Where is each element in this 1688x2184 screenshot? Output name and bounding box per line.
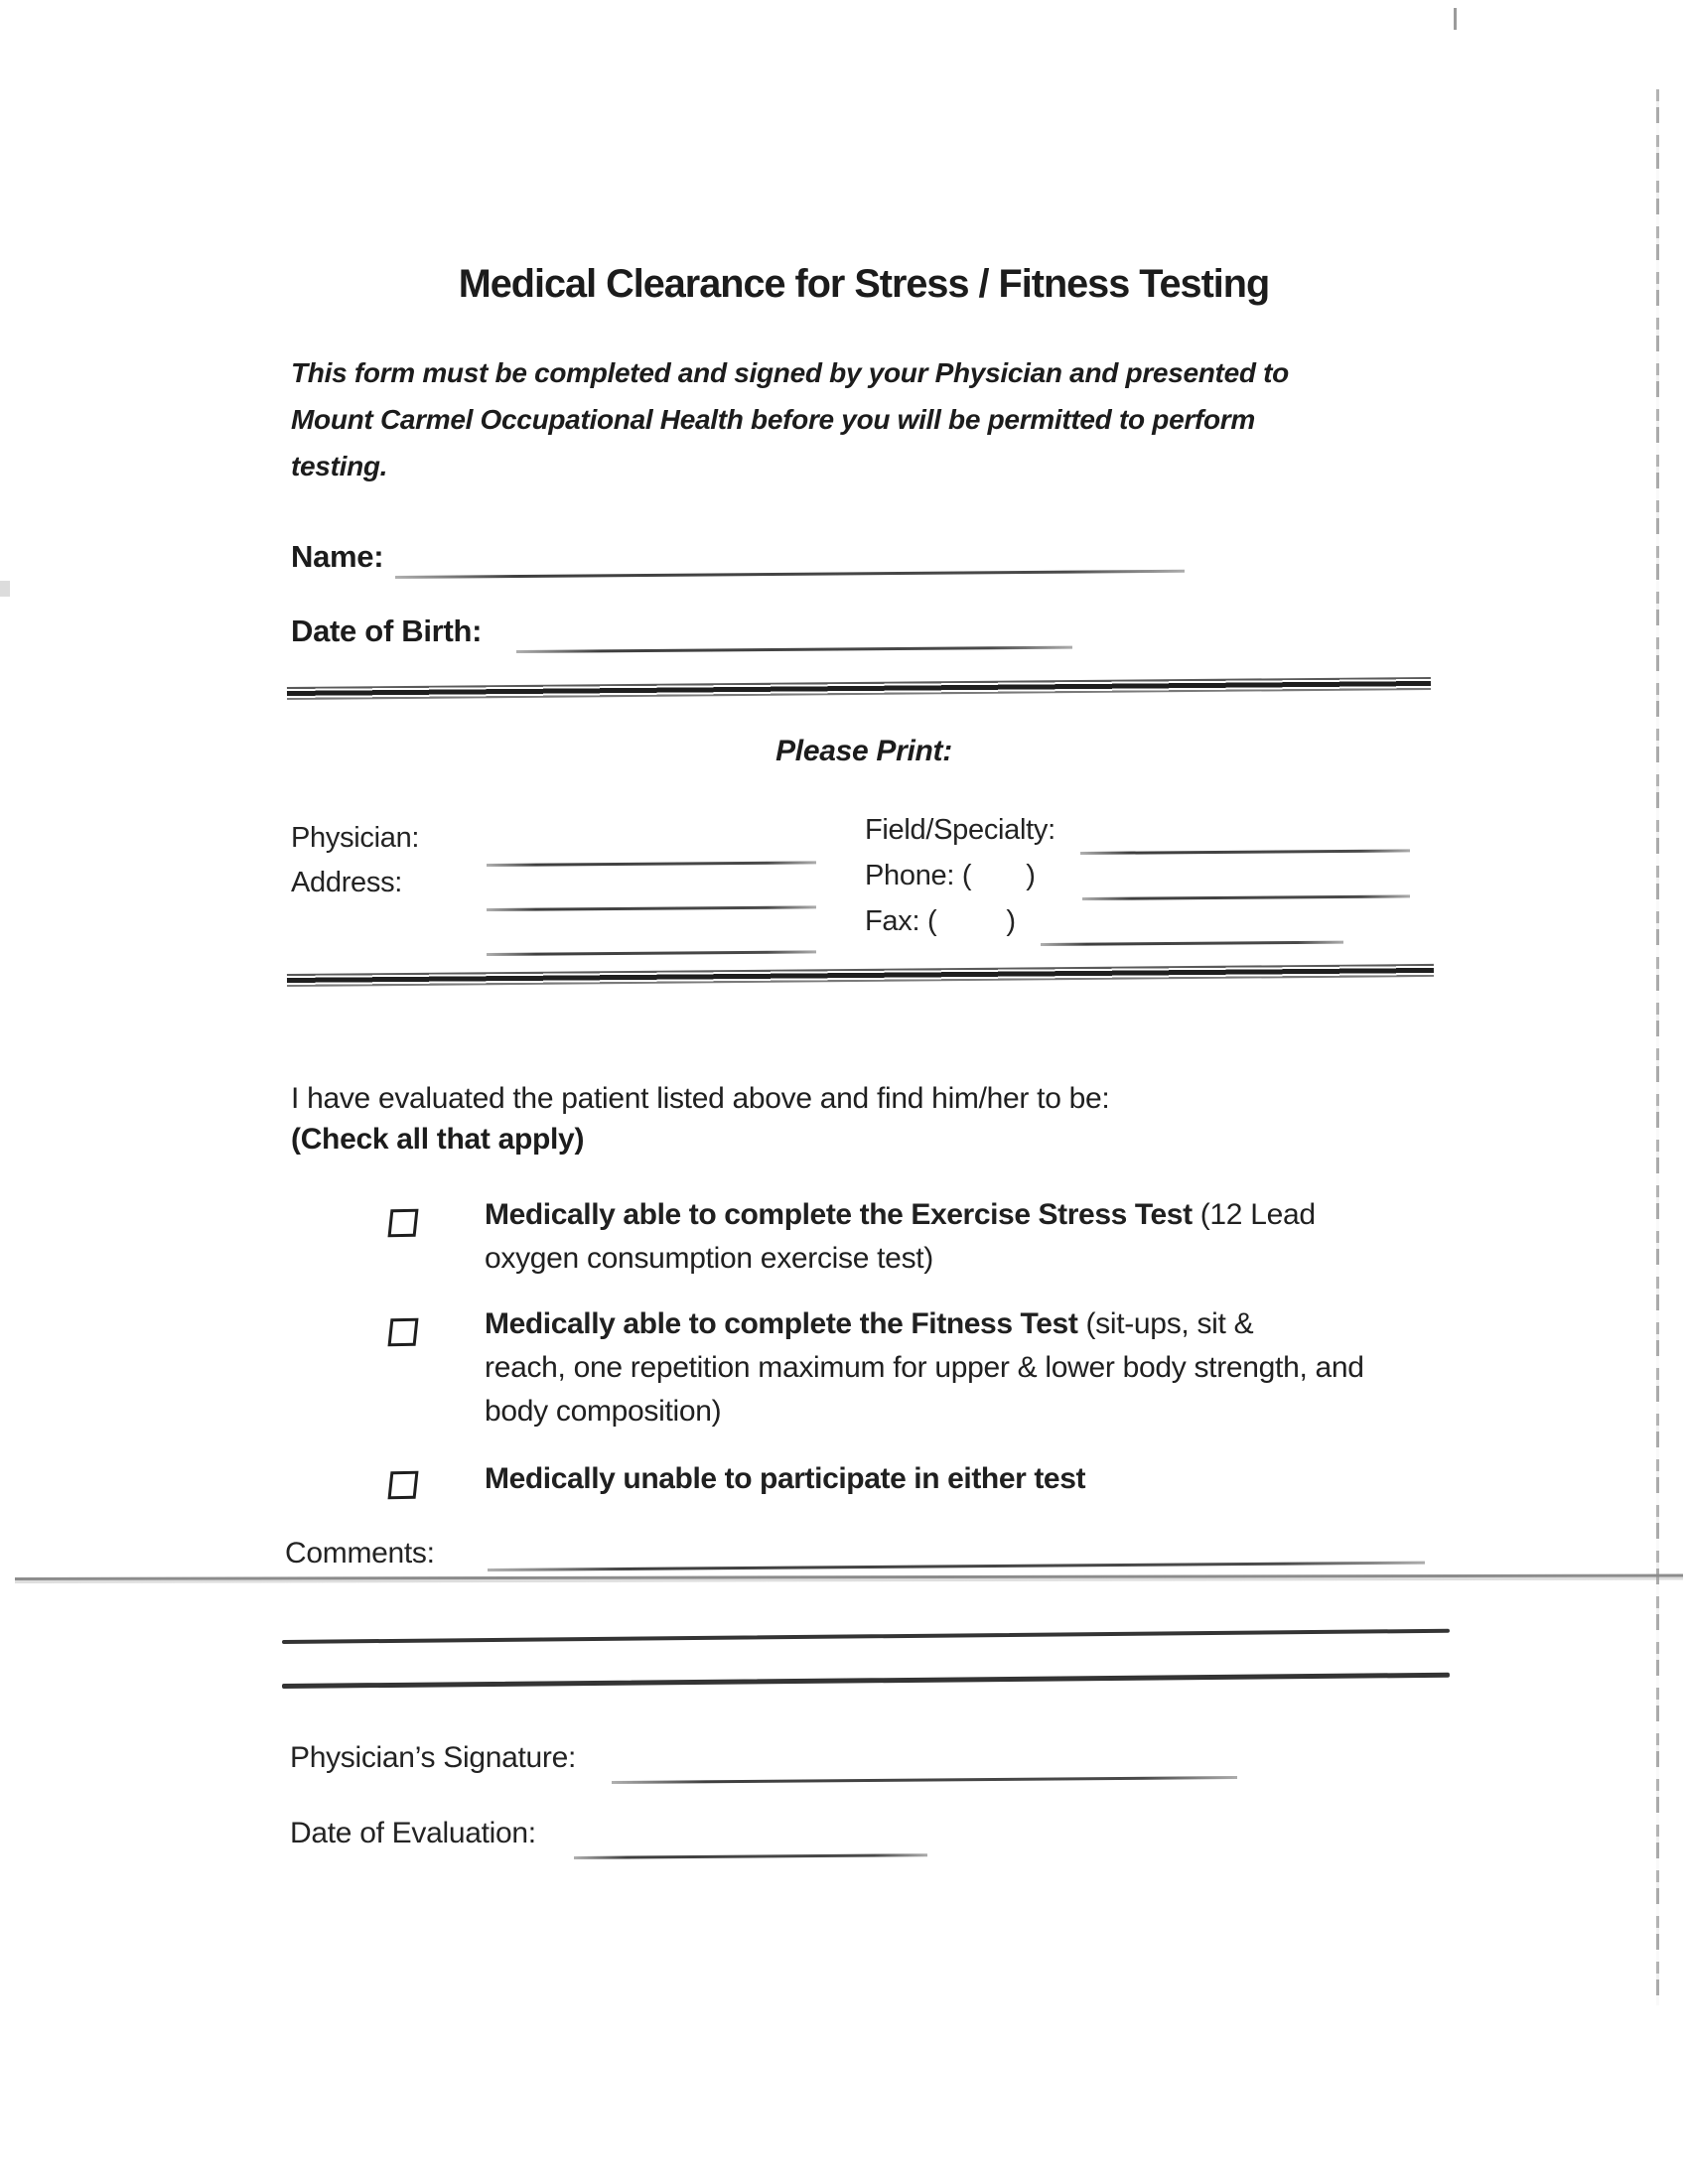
date-of-evaluation-blank-line: [574, 1853, 927, 1859]
scan-full-width-line: [15, 1573, 1683, 1580]
phone-label-open: Phone: (: [865, 860, 972, 891]
physician-label: Physician:: [291, 822, 420, 854]
field-specialty-blank-line: [1080, 849, 1410, 855]
option-text-segment: Medically able to complete the Fitness Test: [485, 1307, 1078, 1340]
comments-label: Comments:: [285, 1537, 435, 1570]
option-text-segment: body composition): [485, 1395, 722, 1428]
section-divider-rule: [287, 677, 1431, 700]
name-label: Name:: [291, 539, 384, 574]
fax-label-open: Fax: (: [865, 905, 937, 937]
physician-signature-label: Physician’s Signature:: [290, 1741, 577, 1774]
fax-label: [865, 905, 1016, 938]
comments-blank-line-1: [488, 1562, 1425, 1571]
scan-speck: [0, 581, 10, 597]
section-divider-rule: [287, 964, 1434, 987]
option-text-segment: oxygen consumption exercise test): [485, 1242, 933, 1275]
checkbox-exercise-stress-test: [387, 1209, 418, 1237]
option-text-segment: Medically able to complete the Exercise Stress Test: [485, 1198, 1193, 1231]
phone-label: [865, 860, 1036, 892]
comments-blank-line-2: [282, 1629, 1450, 1644]
address-blank-line-2: [487, 950, 816, 956]
comments-blank-line-3: [282, 1673, 1450, 1689]
field-specialty-label: Field/Specialty:: [865, 814, 1055, 846]
option-fitness-test-label: [485, 1302, 1448, 1433]
phone-blank-line: [1082, 894, 1410, 900]
physician-signature-blank-line: [612, 1776, 1237, 1784]
dob-blank-line: [516, 646, 1072, 653]
dob-label: Date of Birth:: [291, 614, 483, 648]
name-blank-line: [395, 570, 1185, 579]
option-unable-either-test-label: [485, 1457, 1448, 1501]
physician-blank-line: [487, 861, 816, 867]
check-all-instruction: (Check all that apply): [291, 1123, 585, 1156]
form-title: Medical Clearance for Stress / Fitness Testing: [458, 262, 1270, 306]
scan-speck: [1454, 8, 1457, 30]
please-print-heading: Please Print:: [775, 735, 952, 767]
option-text-segment: (sit-ups, sit &: [1077, 1307, 1254, 1340]
address-blank-line-1: [487, 905, 816, 911]
address-label: Address:: [291, 867, 403, 898]
option-exercise-stress-test-label: [485, 1193, 1448, 1281]
checkbox-unable-either-test: [387, 1471, 418, 1499]
evaluation-lead-in: I have evaluated the patient listed above and find him/her to be:: [291, 1082, 1110, 1115]
fax-blank-line: [1041, 941, 1343, 946]
option-text-segment: Medically unable to participate in either test: [485, 1462, 1086, 1495]
option-text-segment: (12 Lead: [1192, 1198, 1316, 1231]
phone-label-close: ): [1026, 860, 1036, 891]
form-intro-paragraph: This form must be completed and signed by your Physician and presented to Mount Carmel Occupational Health before you will be permitted to perform testing.: [291, 357, 1289, 481]
scan-edge-dashed-line: [1656, 89, 1659, 2005]
fax-label-close: ): [1006, 905, 1016, 937]
date-of-evaluation-label: Date of Evaluation:: [290, 1817, 536, 1849]
option-text-segment: reach, one repetition maximum for upper & lower body strength, and: [485, 1351, 1364, 1384]
checkbox-fitness-test: [387, 1318, 418, 1346]
